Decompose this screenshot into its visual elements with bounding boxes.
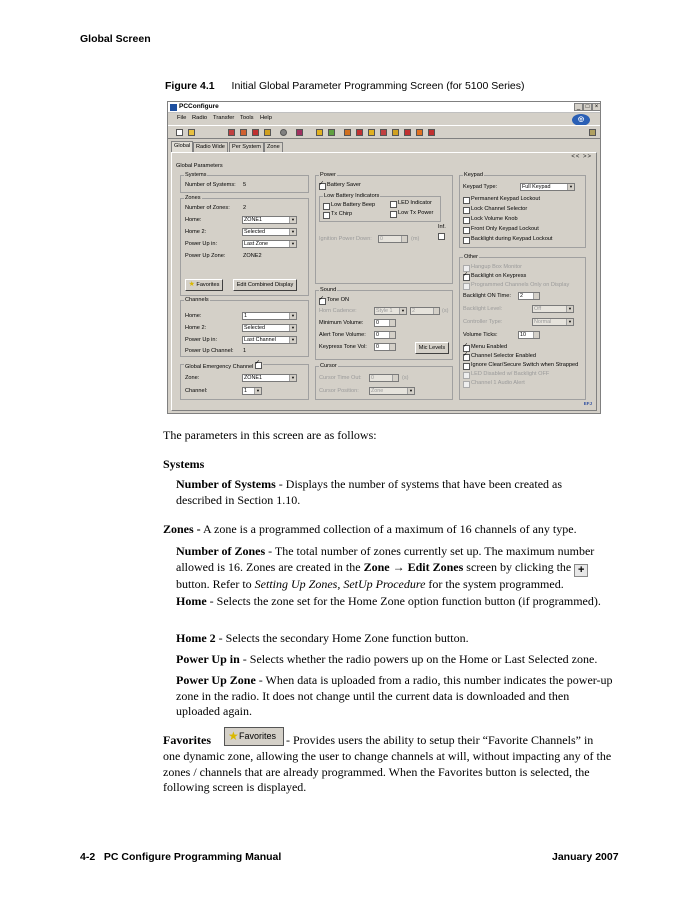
- chevron-down-icon: ▼: [566, 306, 573, 312]
- cursor-group-label: Cursor: [320, 363, 337, 369]
- keypad-group: [459, 172, 586, 248]
- zones-paragraph: [163, 522, 603, 538]
- tool-10-icon[interactable]: [428, 129, 435, 136]
- num-systems-paragraph: [176, 477, 596, 508]
- channels-power-up-in-value: Last Channel: [244, 337, 276, 343]
- chevron-down-icon: ▼: [254, 388, 261, 394]
- favorites-desc-line1: - Provides users the ability to setup their “Favorite Channels” in: [286, 733, 594, 747]
- zones-group: [180, 195, 309, 296]
- favorites-desc-rest: one dynamic zone, allowing the user to change channels at will, without impacting any of the zones / channels that are already programmed. When the Favorites button is selected, the following screen is displayed.: [163, 749, 612, 794]
- star-icon: ★: [228, 729, 239, 743]
- open-folder-icon[interactable]: [188, 129, 195, 136]
- power-up-zone-paragraph: [176, 673, 616, 720]
- ignition-spinner[interactable]: [378, 235, 408, 243]
- maximize-button[interactable]: □: [583, 103, 592, 111]
- zones-home-label: Home:: [185, 217, 202, 223]
- new-file-icon[interactable]: [176, 129, 183, 136]
- tx-chirp-checkbox[interactable]: Tx Chirp: [323, 211, 352, 218]
- zones-home2-label: Home 2:: [185, 229, 207, 235]
- chevron-down-icon: ▼: [289, 337, 296, 343]
- backlight-keypress-checkbox[interactable]: Backlight on Keypress ✓: [463, 273, 526, 280]
- channels-power-up-in-label: Power Up in:: [185, 337, 218, 343]
- home-term: Home: [176, 594, 207, 608]
- hangup-box-checkbox[interactable]: Hangup Box Monitor: [463, 264, 522, 271]
- zones-group-label: Zones: [185, 195, 201, 201]
- home2-paragraph: [176, 631, 616, 647]
- keypad-type-label: Keypad Type:: [463, 184, 498, 190]
- num-zones-desc-d: for the system programmed.: [425, 576, 564, 591]
- global-emergency-label-text: Global Emergency Channel: [185, 364, 254, 370]
- zones-power-up-in-select[interactable]: [242, 240, 297, 248]
- tone-on-checkbox[interactable]: Tone ON ✓: [319, 297, 349, 304]
- emergency-zone-select[interactable]: [242, 374, 297, 382]
- low-battery-group: [319, 193, 441, 222]
- star-icon: ★: [188, 281, 195, 288]
- diamond-icon[interactable]: [296, 129, 303, 136]
- horn-duration-spinner[interactable]: [410, 307, 440, 315]
- emergency-channel-value: 1: [244, 388, 247, 394]
- channels-power-up-in-select[interactable]: [242, 336, 297, 344]
- power-up-zone-value: ZONE2: [243, 253, 262, 259]
- spinner-arrows-icon: [389, 344, 395, 350]
- channels-home-label: Home:: [185, 313, 202, 319]
- zones-home-select[interactable]: [242, 216, 297, 224]
- tool-4-icon[interactable]: [356, 129, 363, 136]
- power-up-zone-label: Power Up Zone:: [185, 253, 226, 259]
- cursor-time-out-unit: (s): [402, 375, 409, 381]
- power-group-label: Power: [320, 172, 336, 178]
- num-zones-label: Number of Zones:: [185, 205, 230, 211]
- num-systems-term: Number of Systems: [176, 477, 276, 491]
- chevron-down-icon: ▼: [407, 388, 414, 394]
- zones-power-up-in-value: Last Zone: [244, 241, 268, 247]
- sound-group: [315, 287, 453, 360]
- app-icon: [170, 104, 177, 111]
- controller-type-label: Controller Type:: [463, 319, 503, 325]
- menu-enabled-checkbox[interactable]: Menu Enabled ✓: [463, 344, 507, 351]
- plus-button-icon: +: [574, 564, 588, 577]
- home-paragraph: [176, 594, 616, 610]
- num-zones-term: Number of Zones: [176, 544, 266, 558]
- tab-nav-arrows[interactable]: << >>: [571, 154, 592, 160]
- low-battery-beep-checkbox[interactable]: Low Battery Beep: [323, 202, 375, 209]
- ignition-label: Ignition Power Down:: [319, 236, 372, 242]
- alert-tone-spinner[interactable]: [374, 331, 396, 339]
- global-emergency-label: [184, 361, 263, 371]
- tool-5-icon[interactable]: [368, 129, 375, 136]
- efj-signature: EFJ: [583, 401, 592, 406]
- tab-zone[interactable]: Zone: [264, 142, 283, 152]
- global-emergency-group: [180, 364, 309, 400]
- power-group: [315, 172, 453, 284]
- min-volume-spinner[interactable]: [374, 319, 396, 327]
- power-up-zone-term: Power Up Zone: [176, 673, 256, 687]
- num-systems-desc: - Displays the number of systems that have been created as described in Section 1.10.: [176, 477, 563, 507]
- favorites-term: Favorites: [163, 733, 211, 747]
- menu-transfer[interactable]: Transfer: [213, 115, 235, 121]
- num-zones-zone: Zone: [363, 559, 390, 574]
- spinner-arrows-icon: [392, 375, 398, 381]
- emergency-zone-value: ZONE1: [244, 375, 262, 381]
- led-disabled-checkbox[interactable]: LED Disabled w/ Backlight OFF: [463, 371, 549, 378]
- pcconfigure-window: [167, 101, 601, 414]
- channels-home2-value: Selected: [244, 325, 265, 331]
- channel1-audio-alert-checkbox[interactable]: Channel 1 Audio Alert: [463, 380, 525, 387]
- low-tx-power-checkbox[interactable]: Low Tx Power: [390, 210, 433, 217]
- zones-home2-select[interactable]: [242, 228, 297, 236]
- spinner-arrows-icon: [401, 236, 407, 242]
- emergency-channel-label: Channel:: [185, 388, 208, 394]
- tool-9-icon[interactable]: [416, 129, 423, 136]
- systems-heading-text: Systems: [163, 457, 205, 471]
- chevron-down-icon: ▼: [289, 229, 296, 235]
- keypad-group-label: Keypad: [464, 172, 483, 178]
- keypress-tone-label: Keypress Tone Vol:: [319, 344, 367, 350]
- chevron-down-icon: ▼: [289, 375, 296, 381]
- battery-saver-checkbox[interactable]: Battery Saver ✓: [319, 182, 361, 189]
- favorites-term-line: [163, 733, 211, 749]
- footer-left: 4-2 PC Configure Programming Manual: [80, 851, 282, 863]
- backlight-level-value: Off: [534, 306, 542, 312]
- chevron-down-icon: ▼: [289, 325, 296, 331]
- cursor-time-out-spinner[interactable]: [369, 374, 399, 382]
- tool-8-icon[interactable]: [404, 129, 411, 136]
- title-bar: [168, 102, 600, 113]
- front-only-keypad-lockout-checkbox[interactable]: Front Only Keypad Lockout: [463, 226, 539, 233]
- brand-logo-icon: ◎: [572, 114, 590, 126]
- volume-ticks-label: Volume Ticks:: [463, 332, 498, 338]
- ignition-value: 0: [380, 236, 383, 242]
- tab-radio-wide[interactable]: Radio Wide: [193, 142, 228, 152]
- alert-tone-label: Alert Tone Volume:: [319, 332, 366, 338]
- horn-duration-value: 2: [412, 308, 415, 314]
- toolbar: [168, 125, 600, 139]
- figure-caption-text: Initial Global Parameter Programming Screen (for 5100 Series): [231, 80, 525, 92]
- menu-tools[interactable]: Tools: [240, 115, 254, 121]
- menu-help[interactable]: Help: [260, 115, 272, 121]
- cursor-group: [315, 363, 453, 400]
- global-tab-panel: [171, 152, 597, 411]
- cursor-time-out-value: 0: [371, 375, 374, 381]
- tool-7-icon[interactable]: [392, 129, 399, 136]
- tool-3-icon[interactable]: [344, 129, 351, 136]
- favorites-button-label: Favorites: [196, 282, 220, 288]
- mic-levels-button[interactable]: Mic Levels: [415, 342, 449, 354]
- min-volume-value: 0: [376, 320, 379, 326]
- num-zones-desc-b: screen by clicking the: [463, 559, 575, 574]
- tab-per-system[interactable]: Per System: [229, 142, 264, 152]
- chevron-down-icon: ▼: [289, 217, 296, 223]
- other-group: [459, 254, 586, 400]
- power-up-channel-label: Power Up Channel:: [185, 348, 234, 354]
- backlight-on-time-value: 2: [520, 293, 523, 299]
- channel-selector-enabled-checkbox[interactable]: Channel Selector Enabled ✓: [463, 353, 536, 360]
- grid-icon[interactable]: [589, 129, 596, 136]
- tool-6-icon[interactable]: [380, 129, 387, 136]
- chevron-down-icon: ▼: [399, 308, 406, 314]
- spinner-arrows-icon: [533, 293, 539, 299]
- spinner-arrows-icon: [533, 332, 539, 338]
- num-systems-value: 5: [243, 182, 247, 188]
- backlight-level-label: Backlight Level:: [463, 306, 503, 312]
- chevron-down-icon: ▼: [289, 313, 296, 319]
- num-zones-edit-zones: Edit Zones: [407, 559, 464, 574]
- spinner-arrows-icon: [389, 320, 395, 326]
- intro-text: The parameters in this screen are as follows:: [163, 428, 377, 442]
- tool-1-icon[interactable]: [316, 129, 323, 136]
- window-title: PCConfigure: [179, 103, 219, 110]
- emergency-channel-select[interactable]: [242, 387, 262, 395]
- zones-power-up-in-label: Power Up in:: [185, 241, 218, 247]
- lock-channel-selector-checkbox[interactable]: Lock Channel Selector: [463, 206, 527, 213]
- global-parameters-label: Global Parameters: [176, 163, 223, 169]
- volume-ticks-value: 10: [520, 332, 526, 338]
- low-battery-label: Low Battery Indicators: [324, 193, 380, 199]
- channels-home-value: 1: [244, 313, 247, 319]
- write-radio-icon[interactable]: [240, 129, 247, 136]
- cursor-position-label: Cursor Position:: [319, 388, 359, 394]
- channels-home2-select[interactable]: [242, 324, 297, 332]
- controller-type-select[interactable]: [532, 318, 574, 326]
- power-up-zone-desc: - When data is uploaded from a radio, this number indicates the power-up zone in the radio. It does not change until the current data is downloaded and then uploaded again.: [176, 673, 613, 718]
- channels-home2-label: Home 2:: [185, 325, 207, 331]
- num-systems-label: Number of Systems:: [185, 182, 236, 188]
- power-up-in-paragraph: [176, 652, 621, 668]
- programmed-channels-only-checkbox[interactable]: Programmed Channels Only on Display: [463, 282, 569, 289]
- zones-home2-value: Selected: [244, 229, 265, 235]
- backlight-keypad-lockout-checkbox[interactable]: Backlight during Keypad Lockout: [463, 236, 552, 243]
- inf-label: Inf.: [438, 224, 446, 230]
- chevron-down-icon: ▼: [567, 184, 574, 190]
- menu-radio[interactable]: Radio: [192, 115, 208, 121]
- horn-cadence-value: Style 1: [376, 308, 393, 314]
- stop-icon[interactable]: [280, 129, 287, 136]
- controller-type-value: Normal: [534, 319, 552, 325]
- num-zones-value: 2: [243, 205, 247, 211]
- sound-group-label: Sound: [320, 287, 337, 293]
- clone-icon[interactable]: [252, 129, 259, 136]
- cursor-position-value: Zone: [371, 388, 384, 394]
- keypad-type-value: Full Keypad: [522, 184, 551, 190]
- close-button[interactable]: ×: [592, 103, 601, 111]
- minimize-button[interactable]: _: [574, 103, 583, 111]
- backlight-on-time-label: Backlight ON Time:: [463, 293, 511, 299]
- home2-desc: - Selects the secondary Home Zone function button.: [215, 631, 469, 645]
- ignition-unit: (m): [411, 236, 420, 242]
- right-arrow-icon: →: [389, 559, 408, 574]
- horn-cadence-label: Horn Cadence:: [319, 308, 357, 314]
- horn-cadence-select[interactable]: [374, 307, 407, 315]
- channels-home-select[interactable]: [242, 312, 297, 320]
- tab-global[interactable]: Global: [171, 141, 193, 152]
- min-volume-label: Minimum Volume:: [319, 320, 364, 326]
- global-emergency-checkbox[interactable]: [255, 361, 262, 368]
- home2-term: Home 2: [176, 631, 216, 645]
- figure-caption: [165, 80, 525, 92]
- lock-volume-knob-checkbox[interactable]: Lock Volume Knob: [463, 216, 518, 223]
- spinner-arrows-icon: [389, 332, 395, 338]
- num-zones-desc-c: button. Refer to: [176, 576, 255, 591]
- upload-icon[interactable]: [264, 129, 271, 136]
- cursor-position-select[interactable]: [369, 387, 415, 395]
- page-header-title: Global Screen: [80, 33, 151, 45]
- edit-combined-display-button[interactable]: Edit Combined Display: [233, 279, 297, 291]
- read-radio-icon[interactable]: [228, 129, 235, 136]
- power-up-in-desc: - Selects whether the radio powers up on the Home or Last Selected zone.: [239, 652, 598, 666]
- favorites-inline-button: [224, 727, 284, 746]
- systems-group-label: Systems: [185, 172, 207, 178]
- zones-desc: A zone is a programmed collection of a maximum of 16 channels of any type.: [200, 522, 577, 536]
- zones-term: Zones -: [163, 522, 201, 536]
- num-zones-italic-ref: Setting Up Zones, SetUp Procedure: [254, 576, 426, 591]
- emergency-zone-label: Zone:: [185, 375, 200, 381]
- zones-home-value: ZONE1: [244, 217, 262, 223]
- num-zones-paragraph: [176, 544, 616, 592]
- systems-heading: [163, 457, 204, 473]
- horn-unit: (s): [442, 308, 449, 314]
- backlight-level-select[interactable]: [532, 305, 574, 313]
- systems-group: [180, 172, 309, 193]
- alert-tone-value: 0: [376, 332, 379, 338]
- keypress-tone-spinner[interactable]: [374, 343, 396, 351]
- figure-number: Figure 4.1: [165, 80, 215, 92]
- permanent-keypad-lockout-checkbox[interactable]: Permanent Keypad Lockout: [463, 196, 540, 203]
- menu-bar: [168, 114, 600, 123]
- led-indicator-checkbox[interactable]: LED Indicator: [390, 200, 432, 207]
- tool-2-icon[interactable]: [328, 129, 335, 136]
- backlight-on-time-spinner[interactable]: [518, 292, 540, 300]
- footer-right: January 2007: [552, 851, 619, 863]
- chevron-down-icon: ▼: [566, 319, 573, 325]
- favorites-inline-label: Favorites: [239, 731, 277, 741]
- power-up-in-term: Power Up in: [176, 652, 240, 666]
- power-up-channel-value: 1: [243, 348, 247, 354]
- cursor-time-out-label: Cursor Time Out:: [319, 375, 362, 381]
- spinner-arrows-icon: [433, 308, 439, 314]
- volume-ticks-spinner[interactable]: [518, 331, 540, 339]
- channels-group: [180, 297, 309, 357]
- num-zones-desc-a: - The total number of zones currently set up. The maximum number allowed is 16. Zones are created in the: [176, 544, 595, 574]
- other-group-label: Other: [464, 254, 478, 260]
- ignore-clear-secure-checkbox[interactable]: Ignore Clear/Secure Switch when Strapped: [463, 362, 578, 369]
- favorites-button[interactable]: [185, 279, 223, 291]
- keypress-tone-value: 0: [376, 344, 379, 350]
- menu-file[interactable]: File: [177, 115, 187, 121]
- keypad-type-select[interactable]: [520, 183, 575, 191]
- chevron-down-icon: ▼: [289, 241, 296, 247]
- home-desc: - Selects the zone set for the Home Zone option function button (if programmed).: [206, 594, 601, 608]
- channels-group-label: Channels: [185, 297, 209, 303]
